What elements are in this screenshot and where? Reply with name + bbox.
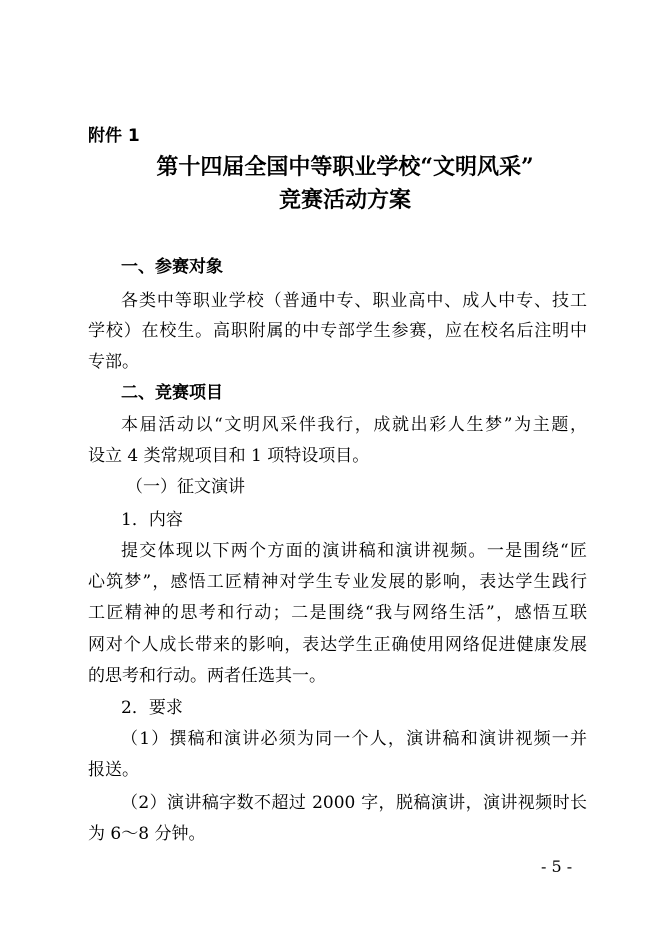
requirement-line: （2）演讲稿字数不超过 2000 字，脱稿演讲，演讲视频时长 [121,793,587,813]
document-title-line-1: 第十四届全国中等职业学校“文明风采” [156,154,534,180]
paragraph-line: 各类中等职业学校（普通中专、职业高中、成人中专、技工 [121,291,587,311]
document-title-line-2: 竞赛活动方案 [278,187,411,213]
paragraph-line: 心筑梦”，感悟工匠精神对学生专业发展的影响，表达学生践行 [88,572,587,592]
section-heading-participants: 一、参赛对象 [121,257,223,277]
page-number: - 5 - [541,857,573,876]
item-label-requirements: 2．要求 [121,698,183,718]
paragraph-line: 提交体现以下两个方面的演讲稿和演讲视频。一是围绕“匠 [121,541,587,561]
paragraph-line: 本届活动以“文明风采伴我行，成就出彩人生梦”为主题， [121,415,587,435]
paragraph-line: 的思考和行动。两者任选其一。 [88,666,326,686]
paragraph-line: 设立 4 类常规项目和 1 项特设项目。 [88,446,370,466]
attachment-label: 附件 1 [88,126,140,146]
section-heading-competition-items: 二、竞赛项目 [121,383,223,403]
paragraph-line: 网对个人成长带来的影响，表达学生正确使用网络促进健康发展 [88,635,587,655]
paragraph-line: 工匠精神的思考和行动；二是围绕“我与网络生活”，感悟互联 [88,603,587,623]
paragraph-line: 专部。 [88,352,139,372]
subsection-heading-essay-speech: （一）征文演讲 [126,477,245,497]
item-label-content: 1．内容 [121,510,183,530]
requirement-line: 为 6～8 分钟。 [88,824,206,844]
requirement-line: 报送。 [88,760,139,780]
requirement-line: （1）撰稿和演讲必须为同一个人，演讲稿和演讲视频一并 [121,729,587,749]
paragraph-line: 学校）在校生。高职附属的中专部学生参赛，应在校名后注明中 [88,321,587,341]
